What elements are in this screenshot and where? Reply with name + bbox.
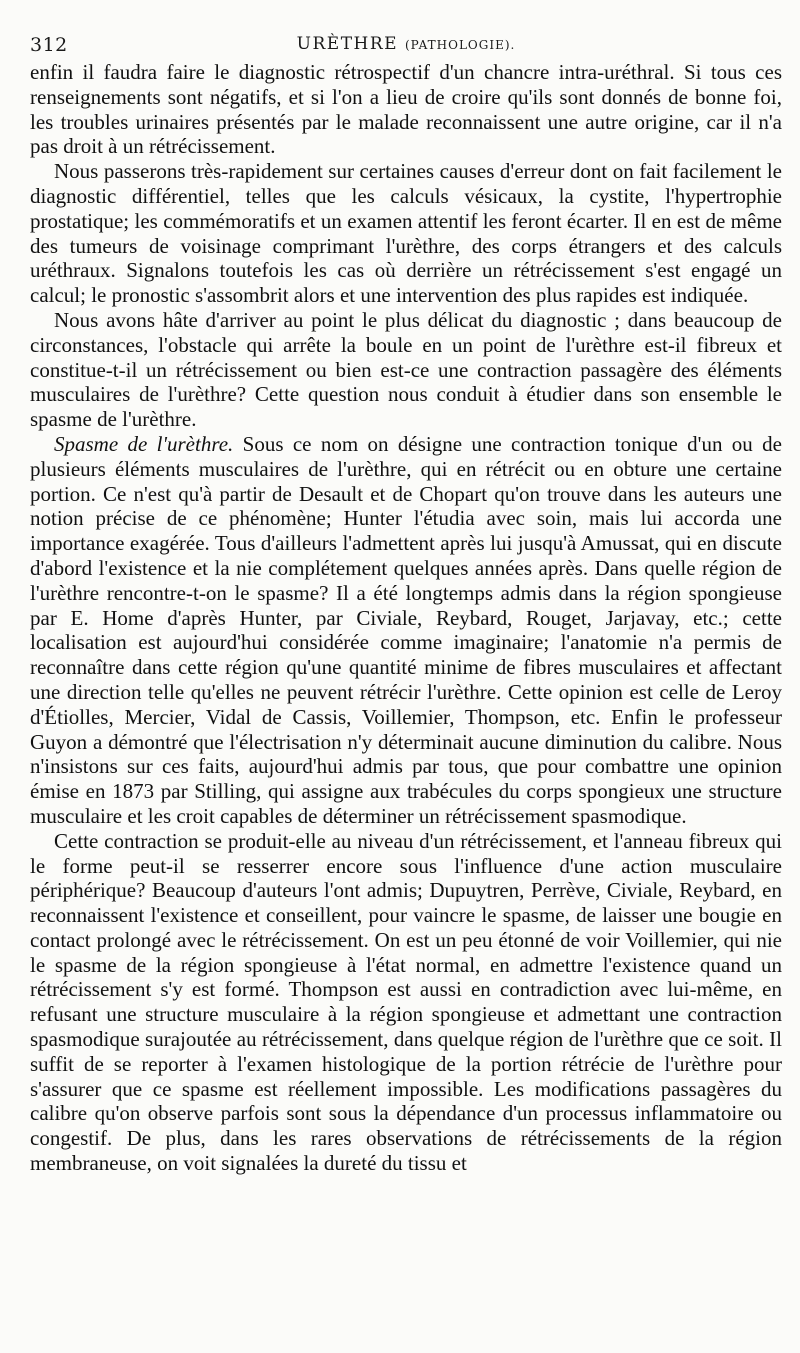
paragraph-5: Cette contraction se produit-elle au niveau d'un rétrécissement, et l'anneau fibreux qui le forme peut-il se resserrer encore sous l'influence d'une action musculaire périphérique? Beaucoup d'auteurs l'ont admis; Dupuytren, Perrève, Civiale, Reybard, en reconnaissent l'existence et conseillent, pour vaincre le spasme, de laisser une bougie en contact prolongé avec le rétrécissement. On est un peu étonné de voir Voillemier, qui nie le spasme de la région spongieuse à l'état normal, en admettre l'existence quand un rétrécissement s'y est formé. Thompson est aussi en contradiction avec lui-même, en refusant une structure musculaire à la région spongieuse et admettant une contraction spasmodique surajoutée au rétrécissement, dans quelque région de l'urèthre que ce soit. Il suffit de se reporter à l'examen histologique de la portion rétrécie de l'urèthre pour s'assurer que ce spasme est réellement impossible. Les modifications passagères du calibre qu'on observe parfois sont sous la dépendance d'un processus inflammatoire ou congestif. De plus, dans les rares observations de rétrécissements de la région membraneuse, on voit signalées la dureté du tissu et — [30, 828, 782, 1176]
running-head-title: URÈTHRE — [296, 34, 399, 54]
paragraph-4 — [30, 432, 782, 829]
running-head — [30, 34, 782, 54]
paragraph-3: Nous avons hâte d'arriver au point le plus délicat du diagnostic ; dans beaucoup de circonstances, l'obstacle qui arrête la boule en un point de l'urèthre est-il fibreux et constitue-t-il un rétrécissement ou bien est-ce une contraction passagère des éléments musculaires de l'urèthre? Cette question nous conduit à étudier dans son ensemble le spasme de l'urèthre. — [30, 307, 782, 432]
section-heading-spasme: Spasme de l'urèthre. — [54, 431, 234, 456]
running-head-subtitle: (PATHOLOGIE). — [404, 38, 516, 52]
paragraph-4-text: Sous ce nom on désigne une contraction tonique d'un ou de plusieurs éléments musculaires de l'urèthre, qui en rétrécit ou en obture une certaine portion. Ce n'est qu'à partir de Desault et de Chopart qu'on trouve dans les auteurs une notion précise de ce phénomène; Hunter l'étudia avec soin, mais lui accorda une importance exagérée. Tous d'ailleurs l'admettent après lui jusqu'à Amussat, qui en discute d'abord l'existence et la nie complétement quelques années après. Dans quelle région de l'urèthre rencontre-t-on le spasme? Il a été longtemps admis dans la région spongieuse par E. Home d'après Hunter, par Civiale, Reybard, Rouget, Jarjavay, etc.; cette localisation est aujourd'hui considérée comme imaginaire; l'anatomie n'a permis de reconnaître dans cette région qu'une quantité minime de fibres musculaires et affectant une direction telle qu'elles ne peuvent rétrécir l'urèthre. Cette opinion est celle de Leroy d'Étiolles, Mercier, Vidal de Cassis, Voillemier, Thompson, etc. Enfin le professeur Guyon a démontré que l'électrisation n'y déterminait aucune diminution du calibre. Nous n'insistons sur ces faits, aujourd'hui admis par tous, que pour combattre une opinion émise en 1873 par Stilling, qui assigne aux trabécules du corps spongieux une structure musculaire et les croit capables de déterminer un rétrécissement spasmodique. — [30, 431, 782, 828]
paragraph-1: enfin il faudra faire le diagnostic rétrospectif d'un chancre intra-uréthral. Si tous ces renseignements sont négatifs, et si l'on a lieu de croire qu'ils sont donnés de bonne foi, les troubles urinaires présentés par le malade reconnaissent une autre origine, car il n'a pas droit à un rétrécissement. — [30, 60, 782, 159]
page-number: 312 — [30, 34, 68, 56]
page-header — [30, 34, 782, 58]
paragraph-2: Nous passerons très-rapidement sur certaines causes d'erreur dont on fait facilement le diagnostic différentiel, telles que les calculs vésicaux, la cystite, l'hypertrophie prostatique; les commémoratifs et un examen attentif les feront écarter. Il en est de même des tumeurs de voisinage comprimant l'urèthre, des corps étrangers et des calculs uréthraux. Signalons toutefois les cas où derrière un rétrécissement s'est engagé un calcul; le pronostic s'assombrit alors et une intervention des plus rapides est indiquée. — [30, 159, 782, 308]
body-text — [30, 60, 782, 1176]
